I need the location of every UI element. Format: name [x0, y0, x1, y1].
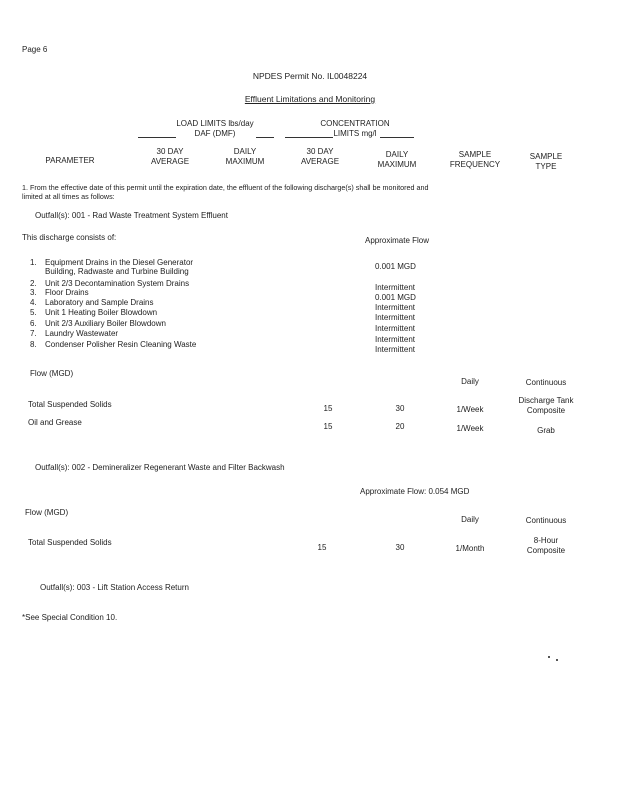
row-flow-frequency: Daily — [461, 377, 479, 386]
row-tss-conc-avg: 15 — [323, 404, 333, 413]
row-tss-param: Total Suspended Solids — [28, 400, 112, 409]
outfall-002-approx-flow: Approximate Flow: 0.054 MGD — [360, 487, 470, 496]
list-item-number: 6. — [30, 319, 37, 328]
row-flow-param: Flow (MGD) — [30, 369, 74, 378]
list-item-number: 8. — [30, 340, 37, 349]
col-conc-avg-1: 30 DAY — [306, 147, 334, 156]
list-item-number: 2. — [30, 279, 37, 288]
load-limits-units: DAF (DMF) — [194, 129, 236, 138]
row-002-tss-frequency: 1/Month — [455, 544, 485, 553]
row-002-tss-param: Total Suspended Solids — [28, 538, 112, 547]
load-limits-rule-right — [256, 137, 274, 138]
load-limits-rule-left — [138, 137, 176, 138]
list-item-description: Unit 2/3 Auxiliary Boiler Blowdown — [45, 319, 166, 328]
row-oil-grease-conc-max: 20 — [395, 422, 405, 431]
concentration-units: LIMITS mg/l — [333, 129, 377, 138]
permit-number: NPDES Permit No. IL0048224 — [252, 71, 368, 81]
row-tss-type-1: Discharge Tank — [518, 396, 574, 405]
row-tss-conc-max: 30 — [395, 404, 405, 413]
col-type-2: TYPE — [535, 162, 557, 171]
intro-line-2: limited at all times as follows: — [22, 192, 115, 201]
concentration-rule-left — [285, 137, 333, 138]
list-item-description: Unit 2/3 Decontamination System Drains — [45, 279, 190, 288]
special-condition-note: *See Special Condition 10. — [22, 613, 118, 622]
scan-speck — [548, 656, 550, 658]
row-tss-frequency: 1/Week — [456, 405, 484, 414]
list-item-flow: Intermittent — [375, 324, 416, 333]
row-002-flow-type: Continuous — [525, 516, 567, 525]
col-conc-max-1: DAILY — [385, 150, 409, 159]
col-type-1: SAMPLE — [529, 152, 563, 161]
list-item-description: Equipment Drains in the Diesel Generator — [45, 258, 194, 267]
row-002-tss-conc-max: 30 — [395, 543, 405, 552]
col-load-avg-2: AVERAGE — [150, 157, 190, 166]
list-item-description: Laundry Wastewater — [45, 329, 119, 338]
section-title: Effluent Limitations and Monitoring — [244, 94, 376, 104]
row-002-tss-type-2: Composite — [526, 546, 566, 555]
list-item-description: Laboratory and Sample Drains — [45, 298, 154, 307]
row-002-flow-param: Flow (MGD) — [25, 508, 69, 517]
list-item-number: 1. — [30, 258, 37, 267]
scan-speck — [556, 659, 558, 661]
list-item-description: Building, Radwaste and Turbine Building — [45, 267, 189, 276]
list-item-description: Condenser Polisher Resin Cleaning Waste — [45, 340, 197, 349]
list-item-number: 3. — [30, 288, 37, 297]
col-conc-avg-2: AVERAGE — [300, 157, 340, 166]
col-frequency-2: FREQUENCY — [449, 160, 501, 169]
outfall-002-heading: Outfall(s): 002 - Demineralizer Regenerant Waste and Filter Backwash — [35, 463, 285, 472]
row-oil-grease-type: Grab — [537, 426, 555, 435]
list-item-flow: 0.001 MGD — [375, 262, 416, 271]
approximate-flow-header: Approximate Flow — [365, 236, 430, 245]
list-item-flow: 0.001 MGD — [375, 293, 416, 302]
row-002-tss-conc-avg: 15 — [317, 543, 327, 552]
outfall-001-heading: Outfall(s): 001 - Rad Waste Treatment System Effluent — [35, 211, 228, 220]
row-002-flow-frequency: Daily — [461, 515, 479, 524]
row-flow-type: Continuous — [525, 378, 567, 387]
col-frequency-1: SAMPLE — [458, 150, 492, 159]
load-limits-header: LOAD LIMITS lbs/day — [176, 119, 254, 128]
row-tss-type-2: Composite — [526, 406, 566, 415]
row-oil-grease-frequency: 1/Week — [456, 424, 484, 433]
list-item-number: 7. — [30, 329, 37, 338]
list-item-flow: Intermittent — [375, 335, 416, 344]
col-load-max-1: DAILY — [233, 147, 257, 156]
concentration-header: CONCENTRATION — [320, 119, 390, 128]
page-label: Page 6 — [22, 45, 48, 54]
row-oil-grease-param: Oil and Grease — [28, 418, 82, 427]
col-load-avg-1: 30 DAY — [156, 147, 184, 156]
col-load-max-2: MAXIMUM — [225, 157, 265, 166]
col-parameter: PARAMETER — [45, 156, 95, 165]
outfall-001-subheading: This discharge consists of: — [22, 233, 117, 242]
concentration-rule-right — [380, 137, 414, 138]
list-item-flow: Intermittent — [375, 303, 416, 312]
outfall-003-heading: Outfall(s): 003 - Lift Station Access Return — [40, 583, 189, 592]
list-item-flow: Intermittent — [375, 283, 416, 292]
list-item-description: Floor Drains — [45, 288, 89, 297]
list-item-number: 5. — [30, 308, 37, 317]
row-002-tss-type-1: 8-Hour — [533, 536, 559, 545]
list-item-number: 4. — [30, 298, 37, 307]
col-conc-max-2: MAXIMUM — [377, 160, 417, 169]
intro-line-1: 1. From the effective date of this permit until the expiration date, the effluent of the following discharge(s) shall be monitored and — [22, 183, 429, 192]
row-oil-grease-conc-avg: 15 — [323, 422, 333, 431]
list-item-flow: Intermittent — [375, 345, 416, 354]
list-item-description: Unit 1 Heating Boiler Blowdown — [45, 308, 158, 317]
list-item-flow: Intermittent — [375, 313, 416, 322]
